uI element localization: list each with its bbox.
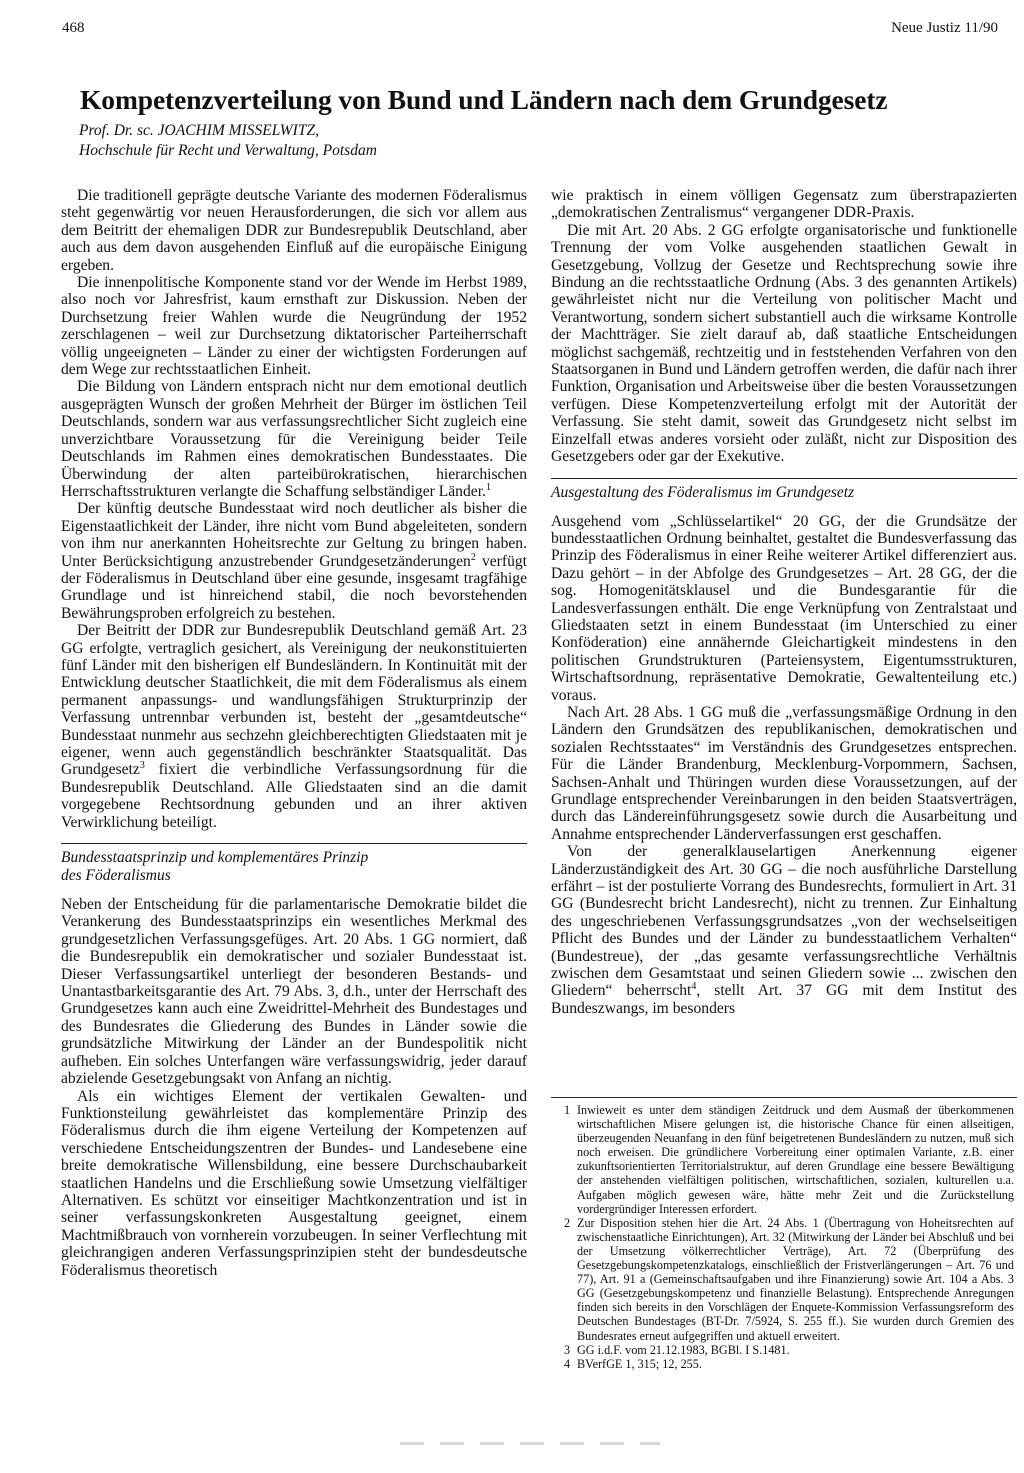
- footnote-ref[interactable]: 4: [691, 981, 697, 993]
- footnote-number: 3: [564, 1342, 571, 1357]
- page-number: 468: [62, 20, 85, 36]
- author-name: Prof. Dr. sc. JOACHIM MISSELWITZ,: [79, 122, 319, 139]
- footnote-ref[interactable]: 3: [139, 760, 145, 772]
- footnotes: [564, 1103, 1014, 1371]
- author-block: [79, 121, 377, 161]
- article-title: Kompetenzverteilung von Bund und Ländern nach dem Grundgesetz: [80, 84, 888, 115]
- paragraph: Als ein wichtiges Element der vertikalen Gewalten- und Funktionsteilung gewährleistet das komplementäre Prinzip des Föderalismus durch die ihm eigene Verteilung der Kompetenzen auf verschiedene Entscheidungszentren der Bundes- und Landesebene eine breite demokratische Willensbildung, eine bessere Durchschaubarkeit staatlichen Handelns und die Erschließung sowie Umsetzung vielfältiger Alternativen. Es schützt vor einseitiger Machtkonzentration und ist in seiner verfassungskonkreten Ausgestaltung geeignet, einem Machtmißbrauch von vornherein vorzubeugen. In seiner Verflechtung mit gleichrangigen anderen Verfassungsprinzipien steht der bundesdeutsche Föderalismus theoretisch: [61, 1087, 527, 1279]
- footnote-ref[interactable]: 1: [485, 481, 491, 493]
- footnote: [564, 1216, 1014, 1343]
- paragraph: [61, 622, 527, 831]
- paragraph: [61, 378, 527, 500]
- paragraph: [61, 500, 527, 622]
- footnote-text: Inwieweit es unter dem ständigen Zeitdruck und dem Ausmaß der überkommenen wirtschaftlichen Misere gelungen ist, die historische Chance für einen allseitigen, überzeugenden Neuanfang in den fünf beigetretenen Bundesländern zu nutzen, muß sich noch erweisen. Die gründlichere Vorbereitung einer optimalen Variante, z.B. einer zukunftsorientierten Territorialstruktur, auf deren Grundlage eine bessere Bewältigung der anstehenden vielfältigen politischen, wirtschaftlichen, sozialen, kulturellen u.a. Aufgaben möglich gewesen wäre, hätte mehr Zeit und die Zurückstellung vordergründiger Interessen erfordert.: [577, 1103, 1014, 1216]
- paragraph-text: Von der generalklauselartigen Anerkennung eigener Länderzuständigkeit des Art. 30 GG – die noch ausführliche Darstellung erfährt – ist der postulierte Vorrang des Bundesrechts, formuliert in Art. 31 GG (Bundesrecht bricht Landesrecht), nicht zu trennen. Zur Einhaltung des ungeschriebenen Verfassungsgrundsatzes „von der wechselseitigen Pflicht des Bundes und der Länder zu bundesstaatlichem Verhalten“ (Bundestreue), der „das gesamte verfassungsrechtliche Verhältnis zwischen dem Gesamtstaat und seinen Gliedern sowie ... zwischen den Gliedern“ beherrscht: [551, 843, 1017, 1000]
- paragraph: Nach Art. 28 Abs. 1 GG muß die „verfassungsmäßige Ordnung in den Ländern den Grundsätzen des republikanischen, demokratischen und sozialen Rechtsstaates“ im Verständnis des Grundgesetzes entsprechen. Für die Länder Brandenburg, Mecklenburg-Vorpommern, Sachsen, Sachsen-Anhalt und Thüringen wurden diese Voraussetzungen, auf der Grundlage entsprechender Vereinbarungen in den beiden Staatsverträgen, durch das Ländereinführungsgesetz sowie durch die Ausarbeitung und Annahme entsprechender Länderverfassungen erst geschaffen.: [551, 703, 1017, 843]
- footnote-ref[interactable]: 2: [470, 551, 476, 563]
- section-heading-line: Bundesstaatsprinzip und komplementäres Prinzip: [61, 849, 369, 867]
- footnote: [564, 1343, 1014, 1357]
- paragraph-text: Die Bildung von Ländern entsprach nicht nur dem emotional deutlich ausgeprägten Wunsch der großen Mehrheit der Bürger im östlichen Teil Deutschlands, sondern war aus verfassungsrechtlicher Sicht zugleich eine unverzichtbare Voraussetzung für die Vereinigung beider Teile Deutschlands im Rahmen eines demokratischen Bundesstaates. Die Überwindung der alten parteibürokratischen, hierarchischen Herrschaftsstrukturen verlangte die Schaffung selbständiger Länder.: [61, 378, 527, 500]
- footnote-divider: [551, 1097, 1017, 1098]
- paragraph-text: Der künftig deutsche Bundesstaat wird noch deutlicher als bisher die Eigenstaatlichkeit der Länder, ihre nicht vom Bund abgeleiteten, sondern von ihm nur anerkannten Hoheitsrechte zur Geltung zu bringen haben. Unter Berücksichtigung anzustrebender Grundgesetzänderungen: [61, 500, 527, 570]
- paragraph: Die mit Art. 20 Abs. 2 GG erfolgte organisatorische und funktionelle Trennung der vom Volke ausgehenden staatlichen Gewalt in Gesetzgebung, Vollzug der Gesetze und Rechtsprechung sowie ihre Bindung an die rechtsstaatliche Ordnung (Abs. 3 des genannten Artikels) gewährleistet nicht nur die Verteilung von politischer Macht und Verantwortung, sondern sichert substantiell auch die wirksame Kontrolle der Machtträger. Sie zielt darauf ab, daß staatliche Entscheidungen möglichst sachgemäß, rechtzeitig und in feststehenden Verfahren von den Staatsorganen in Bund und Ländern getroffen werden, die dafür nach ihrer Funktion, Organisation und Arbeitsweise über die besten Voraussetzungen verfügen. Diese Kompetenzverteilung erfolgt mit der Autorität der Verfassung. Sie steht damit, soweit das Grundgesetz nicht selbst im Einzelfall etwas anderes vorsieht oder zuläßt, nicht zur Disposition des Gesetzgebers oder gar der Exekutive.: [551, 221, 1017, 466]
- scan-artifact: [400, 1442, 660, 1445]
- paragraph: Die traditionell geprägte deutsche Variante des modernen Föderalismus steht gegenwärtig vor neuen Herausforderungen, die sich vor allem aus dem Beitritt der ehemaligen DDR zur Bundesrepublik Deutschland, aber auch aus dem davon ausgehenden Einfluß auf die europäische Einigung ergeben.: [61, 187, 527, 274]
- author-affiliation: Hochschule für Recht und Verwaltung, Potsdam: [79, 142, 377, 159]
- footnote-number: 2: [564, 1215, 571, 1230]
- footnote: [564, 1357, 1014, 1371]
- right-column: [551, 187, 1017, 1017]
- footnote-number: 4: [564, 1356, 571, 1371]
- paragraph-text: fixiert die verbindliche Verfassungsordnung für die Bundesrepublik Deutschland. Alle Gliedstaaten sind an die damit vorgegebene Rechtsordnung gebunden und an ihrer aktiven Verwirklichung beteiligt.: [61, 761, 527, 831]
- journal-issue: Neue Justiz 11/90: [891, 20, 998, 36]
- paragraph-text: verfügt der Föderalismus in Deutschland über eine gesunde, insgesamt tragfähige Grundlage und ist hinreichend stabil, die noch bevorstehenden Bewährungsproben erfolgreich zu bestehen.: [61, 552, 527, 622]
- footnote-text: GG i.d.F. vom 21.12.1983, BGBl. I S.1481.: [577, 1342, 790, 1357]
- paragraph-text: Der Beitritt der DDR zur Bundesrepublik Deutschland gemäß Art. 23 GG erfolgte, vertraglich gesichert, als Vereinigung der neukonstituierten fünf Länder mit den bisherigen elf Bundesländern. In Kontinuität mit der Entwicklung deutscher Staatlichkeit, die mit dem Föderalismus als einem permanent anpassungs- und wandlungsfähigen Strukturprinzip der Verfassung untrennbar verbunden ist, besteht der „gesamtdeutsche“ Bundesstaat nunmehr aus sechzehn gleichberechtigten Gliedstaaten mit je eigener, wenn auch gegenständlich beschränkter Staatsqualität. Das Grundgesetz: [61, 622, 527, 779]
- paragraph: Neben der Entscheidung für die parlamentarische Demokratie bildet die Verankerung des Bundesstaatsprinzips ein wesentliches Merkmal des grundgesetzlichen Verfassungsgefüges. Art. 20 Abs. 1 GG normiert, daß die Bundesrepublik ein demokratischer und sozialer Bundesstaat ist. Dieser Verfassungsartikel unterliegt der besonderen Bestands- und Unantastbarkeitsgarantie des Art. 79 Abs. 3, d.h., unter der Herrschaft des Grundgesetzes kann auch eine Zweidrittel-Mehrheit des Bundestages und des Bundesrates die Gliederung des Bundes in Länder sowie die grundsätzliche Mitwirkung der Länder an der Bundespolitik nicht aufheben. Ein solches Unterfangen wäre verfassungswidrig, jeder darauf abzielende Gesetzgebungsakt von Anfang an nichtig.: [61, 896, 527, 1088]
- footnote-text: Zur Disposition stehen hier die Art. 24 Abs. 1 (Übertragung von Hoheitsrechten auf zwischenstaatliche Einrichtungen), Art. 32 (Mitwirkung der Länder bei Abschluß und bei der Umsetzung völkerrechtlicher Verträge), Art. 72 (Überprüfung des Gesetzgebungskompetenzkatalogs, einschließlich der Fristverlängerungen – Art. 76 und 77), Art. 91 a (Gemeinschaftsaufgaben und ihre Finanzierung) sowie Art. 104 a Abs. 3 GG (Gesetzgebungskompetenz und finanzielle Belastung). Entsprechende Anregungen finden sich bereits in den Vorschlägen der Enquete-Kommission Verfassungsreform des Deutschen Bundestages (BT-Dr. 7/5924, S. 255 ff.). Sie wurden durch Gremien des Bundesrates erneut aufgegriffen und aktuell erweitert.: [577, 1215, 1014, 1343]
- paragraph: Ausgehend vom „Schlüsselartikel“ 20 GG, der die Grundsätze der bundesstaatlichen Ordnung beinhaltet, gestaltet die Bundesverfassung das Prinzip des Föderalismus in einer Reihe weiterer Artikel differenziert aus. Dazu gehört – in der Abfolge des Grundgesetzes – Art. 28 GG, der die sog. Homogenitätsklausel und die Bundesgarantie für die Landesverfassungen enthält. Die enge Verknüpfung von Zentralstaat und Gliedstaaten setzt in einem Bundesstaat (im Unterschied zu einer Konföderation) eine annähernde Gleichartigkeit mindestens in den politischen Grundstrukturen (Parteiensystem, Eigentumsstrukturen, Wirtschaftsordnung, repräsentative Demokratie, Gewaltenteilung etc.) voraus.: [551, 512, 1017, 704]
- footnote-text: BVerfGE 1, 315; 12, 255.: [577, 1356, 702, 1371]
- footnote-number: 1: [564, 1103, 571, 1117]
- paragraph: Die innenpolitische Komponente stand vor der Wende im Herbst 1989, also noch vor Jahresfrist, kaum ernsthaft zur Diskussion. Neben der Durchsetzung freier Wahlen wurde die Neugründung der 1952 zerschlagenen – weil zur Durchsetzung diktatorischer Parteiherrschaft völlig ungeeigneten – Länder zu einer der wichtigsten Forderungen auf dem Wege zur rechtsstaatlichen Einheit.: [61, 274, 527, 379]
- section-heading: [61, 843, 527, 885]
- left-column: [61, 187, 527, 1279]
- section-heading-line: Ausgestaltung des Föderalismus im Grundgesetz: [551, 483, 855, 501]
- paragraph: [551, 843, 1017, 1017]
- footnote: [564, 1103, 1014, 1216]
- paragraph-text: , stellt Art. 37 GG mit dem Institut des Bundeszwangs, im besonders: [551, 982, 1017, 1017]
- section-heading: [551, 478, 1017, 502]
- section-heading-line: des Föderalismus: [61, 867, 171, 885]
- paragraph: wie praktisch in einem völligen Gegensatz zum überstrapazierten „demokratischen Zentralismus“ vergangener DDR-Praxis.: [551, 187, 1017, 222]
